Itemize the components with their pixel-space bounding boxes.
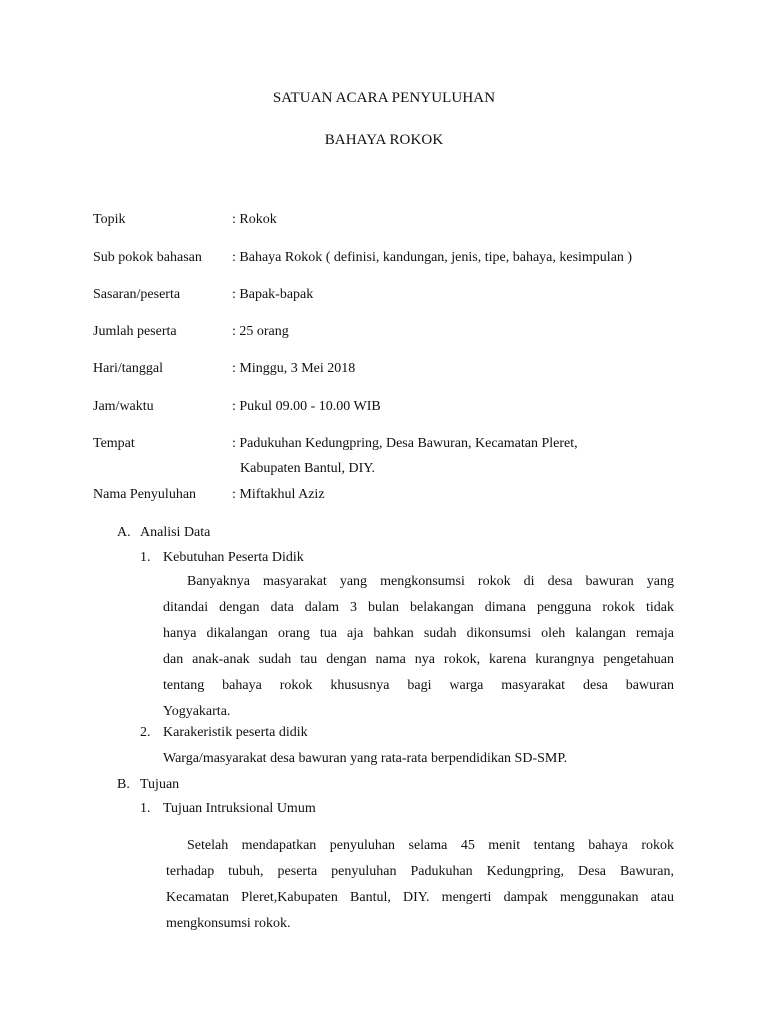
info-label: Tempat (93, 436, 135, 451)
info-value: : Bapak-bapak (232, 287, 314, 302)
info-value: : 25 orang (232, 324, 289, 339)
info-row-sasaran (93, 287, 693, 307)
document-subtitle: BAHAYA ROKOK (324, 132, 444, 148)
paragraph-tujuan-umum (166, 838, 674, 942)
paragraph-line: mengkonsumsi rokok. (166, 916, 291, 931)
info-value: : Pukul 09.00 - 10.00 WIB (232, 399, 381, 414)
paragraph-line: ditandai dengan data dalam 3 bulan belakangan dimana pengguna rokok tidak (163, 600, 674, 615)
item-a1-marker: 1. (140, 550, 151, 565)
paragraph-kebutuhan (163, 574, 674, 730)
section-a-marker: A. (117, 525, 131, 540)
info-label: Jumlah peserta (93, 324, 177, 339)
item-a2-marker: 2. (140, 725, 151, 740)
info-value: : Padukuhan Kedungpring, Desa Bawuran, Kecamatan Pleret, (232, 436, 578, 451)
item-b1-title: Tujuan Intruksional Umum (163, 801, 316, 816)
info-value: : Rokok (232, 212, 277, 227)
paragraph-line: tentang bahaya rokok khususnya bagi warga masyarakat desa bawuran (163, 678, 674, 693)
paragraph-line: hanya dikalangan orang tua aja bahkan sudah dikonsumsi oleh kalangan remaja (163, 626, 674, 641)
paragraph-line: Banyaknya masyarakat yang mengkonsumsi rokok di desa bawuran yang (187, 574, 674, 589)
info-row-topik (93, 212, 693, 232)
paragraph-line: terhadap tubuh, peserta penyuluhan Padukuhan Kedungpring, Desa Bawuran, (166, 864, 674, 879)
info-label: Sasaran/peserta (93, 287, 181, 302)
paragraph-line: Yogyakarta. (163, 704, 231, 719)
paragraph-line: dan anak-anak sudah tau dengan nama nya rokok, karena kurangnya pengetahuan (163, 652, 674, 667)
info-value: : Miftakhul Aziz (232, 487, 325, 502)
section-a-title: Analisi Data (140, 525, 211, 540)
paragraph-line: Setelah mendapatkan penyuluhan selama 45 menit tentang bahaya rokok (187, 838, 674, 853)
item-b1-marker: 1. (140, 801, 151, 816)
document-title: SATUAN ACARA PENYULUHAN (272, 90, 496, 106)
info-row-nama (93, 487, 693, 507)
section-b-marker: B. (117, 777, 130, 792)
info-value: : Bahaya Rokok ( definisi, kandungan, jenis, tipe, bahaya, kesimpulan ) (232, 250, 633, 265)
tempat-continuation: Kabupaten Bantul, DIY. (240, 461, 376, 476)
paragraph-line: Kecamatan Pleret,Kabupaten Bantul, DIY. mengerti dampak menggunakan atau (166, 890, 674, 905)
info-row-tempat (93, 436, 693, 456)
info-value: : Minggu, 3 Mei 2018 (232, 361, 356, 376)
info-label: Topik (93, 212, 126, 227)
item-a1-title: Kebutuhan Peserta Didik (163, 550, 304, 565)
info-row-hari (93, 361, 693, 381)
section-b-title: Tujuan (140, 777, 180, 792)
info-row-jumlah (93, 324, 693, 344)
info-row-sub-pokok (93, 250, 693, 270)
info-label: Nama Penyuluhan (93, 487, 197, 502)
item-a2-text: Warga/masyarakat desa bawuran yang rata-rata berpendidikan SD-SMP. (163, 751, 568, 766)
info-label: Sub pokok bahasan (93, 250, 202, 265)
info-row-jam (93, 399, 693, 419)
item-a2-title: Karakeristik peserta didik (163, 725, 308, 740)
info-label: Jam/waktu (93, 399, 154, 414)
info-label: Hari/tanggal (93, 361, 163, 376)
